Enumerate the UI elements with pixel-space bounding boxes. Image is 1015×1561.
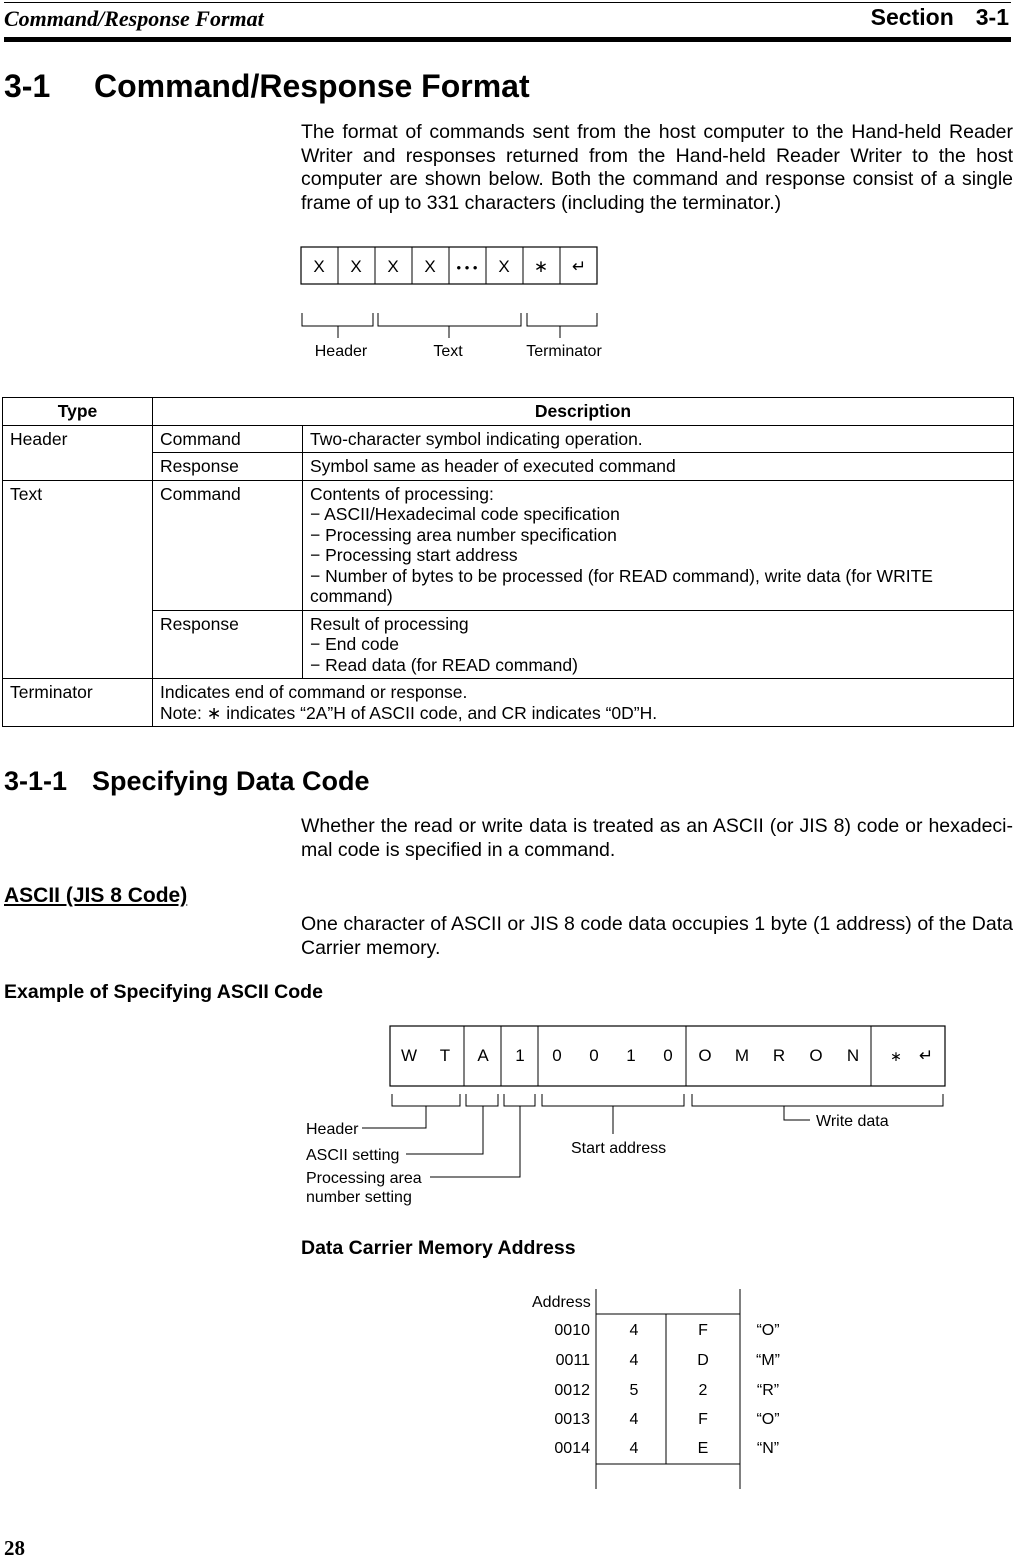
example-cell: 0 <box>552 1046 562 1065</box>
address-value: 0014 <box>554 1440 590 1457</box>
address-value: 0010 <box>554 1322 590 1339</box>
terminator-label: Terminator <box>526 343 602 360</box>
carriage-return-icon: ↵ <box>571 257 587 276</box>
address-value: 0013 <box>554 1411 590 1428</box>
char-value: “M” <box>756 1352 780 1369</box>
table-row <box>3 425 1014 453</box>
frame-cell: X <box>387 257 399 276</box>
description-line: − Number of bytes to be processed (for READ command), write data (for WRITE command) <box>310 565 933 606</box>
section-number: 3-1 <box>975 4 1009 30</box>
example-cell: 1 <box>515 1046 525 1065</box>
section-heading <box>4 68 530 105</box>
char-value: “R” <box>756 1382 780 1399</box>
description-line: Contents of processing: <box>310 483 494 504</box>
description-cell: Symbol same as header of executed command <box>303 453 1014 481</box>
type-cell-text: Text <box>3 480 153 610</box>
header-rule <box>4 37 1011 42</box>
frame-cell: X <box>498 257 510 276</box>
memory-heading: Data Carrier Memory Address <box>301 1237 576 1259</box>
description-line: − End code <box>310 634 400 654</box>
ascii-setting-leader <box>406 1106 483 1154</box>
section-intro: The format of commands sent from the host computer to the Hand-held Reader Writer and responses returned from the Hand-held Reader Writer to the host computer are shown below. Both the command and response consist of a single frame of up to 331 characters (including the terminator.) <box>301 121 1013 214</box>
char-value: “O” <box>756 1322 780 1339</box>
subtype-cell: Command <box>153 480 303 610</box>
example-cell: O <box>698 1046 712 1065</box>
subtype-cell: Response <box>153 453 303 481</box>
type-cell-header: Header <box>3 425 153 453</box>
description-table <box>2 397 1014 727</box>
memory-address-diagram <box>520 1285 810 1495</box>
description-cell-list <box>303 610 1014 679</box>
high-nibble: 4 <box>629 1352 639 1369</box>
section-heading-title: Command/Response Format <box>94 68 530 104</box>
low-nibble: F <box>698 1322 708 1339</box>
example-cell: T <box>439 1046 451 1065</box>
description-cell-terminator <box>153 679 1014 727</box>
table-row <box>3 480 1014 610</box>
ascii-heading: ASCII (JIS 8 Code) <box>4 884 188 907</box>
asterisk-cell: ∗ <box>890 1048 902 1064</box>
terminator-description: Indicates end of command or response. <box>160 682 468 702</box>
example-cell: O <box>809 1046 823 1065</box>
area-setting-label-line2: number setting <box>306 1189 412 1206</box>
subsection-heading <box>4 766 370 797</box>
write-data-leader <box>784 1106 810 1120</box>
description-line: − ASCII/Hexadecimal code specification <box>310 504 620 524</box>
subsection-text: Whether the read or write data is treated as an ASCII (or JIS 8) code or hexadeci-mal code is specified in a command. <box>301 815 1013 861</box>
high-nibble: 5 <box>629 1382 639 1399</box>
type-cell-terminator: Terminator <box>3 679 153 727</box>
example-cell: M <box>734 1046 750 1065</box>
frame-cell-ellipsis: • • • <box>456 260 478 275</box>
description-line: − Processing start address <box>310 545 518 565</box>
header-label: Header <box>306 1121 359 1138</box>
section-heading-number: 3-1 <box>4 68 51 104</box>
header-bracket <box>302 313 373 326</box>
description-line: Result of processing <box>310 613 469 634</box>
low-nibble: D <box>697 1352 709 1369</box>
description-column-header: Description <box>153 398 1014 426</box>
table-header-row <box>3 398 1014 426</box>
terminator-note: Note: ∗ indicates “2A”H of ASCII code, and CR indicates “0D”H. <box>160 702 658 723</box>
start-address-label: Start address <box>571 1140 667 1157</box>
description-line: − Processing area number specification <box>310 524 617 545</box>
type-cell-empty <box>3 453 153 481</box>
high-nibble: 4 <box>629 1322 639 1339</box>
example-cell: W <box>400 1046 418 1065</box>
top-hairline <box>4 2 1011 3</box>
header-label: Header <box>314 343 368 360</box>
table-row <box>3 453 1014 481</box>
frame-boxes <box>301 247 597 284</box>
char-value: “N” <box>756 1440 780 1457</box>
terminator-bracket <box>527 313 597 326</box>
ascii-example-diagram <box>300 1020 960 1210</box>
example-cell: N <box>846 1046 860 1065</box>
low-nibble: E <box>697 1440 709 1457</box>
ascii-setting-label: ASCII setting <box>306 1147 400 1164</box>
low-nibble: 2 <box>698 1382 708 1399</box>
asterisk-cell: ∗ <box>533 257 549 276</box>
type-column-header: Type <box>3 398 153 426</box>
low-nibble: F <box>698 1411 708 1428</box>
type-cell-empty <box>3 610 153 679</box>
area-setting-leader <box>430 1106 520 1177</box>
section-label <box>871 4 1009 31</box>
header-bracket <box>392 1094 460 1106</box>
address-value: 0012 <box>554 1382 590 1399</box>
subsection-heading-number: 3-1-1 <box>4 766 68 796</box>
table-row <box>3 610 1014 679</box>
subsection-heading-title: Specifying Data Code <box>92 766 370 796</box>
frame-cell: X <box>313 257 325 276</box>
area-setting-label-line1: Processing area <box>306 1170 422 1187</box>
text-label: Text <box>433 343 463 360</box>
area-setting-bracket <box>504 1094 535 1106</box>
frame-cell: X <box>424 257 436 276</box>
carriage-return-icon: ↵ <box>918 1046 934 1065</box>
high-nibble: 4 <box>629 1411 639 1428</box>
table-row <box>3 679 1014 727</box>
header-leader <box>362 1106 426 1128</box>
write-data-bracket <box>692 1094 943 1106</box>
char-value: “O” <box>756 1411 780 1428</box>
ascii-setting-bracket <box>466 1094 498 1106</box>
running-title: Command/Response Format <box>4 6 264 31</box>
write-data-label: Write data <box>816 1113 889 1130</box>
start-address-bracket <box>542 1094 684 1106</box>
description-cell: Two-character symbol indicating operation. <box>303 425 1014 453</box>
subtype-cell: Response <box>153 610 303 679</box>
example-cell: 0 <box>663 1046 673 1065</box>
example-cell: 1 <box>626 1046 636 1065</box>
description-line: − Read data (for READ command) <box>310 654 578 675</box>
high-nibble: 4 <box>629 1440 639 1457</box>
ascii-text: One character of ASCII or JIS 8 code data occupies 1 byte (1 address) of the Data Carrier memory. <box>301 913 1013 959</box>
text-bracket <box>378 313 521 326</box>
address-value: 0011 <box>555 1352 590 1369</box>
frame-cell: X <box>350 257 362 276</box>
example-cell: A <box>477 1046 489 1065</box>
description-cell-list <box>303 480 1014 610</box>
page-number: 28 <box>4 1536 25 1560</box>
frame-diagram <box>296 240 616 365</box>
example-heading: Example of Specifying ASCII Code <box>4 981 323 1003</box>
subtype-cell: Command <box>153 425 303 453</box>
address-label: Address <box>532 1294 591 1311</box>
section-word: Section <box>870 4 954 30</box>
example-cell: 0 <box>589 1046 599 1065</box>
example-cell: R <box>772 1046 786 1065</box>
